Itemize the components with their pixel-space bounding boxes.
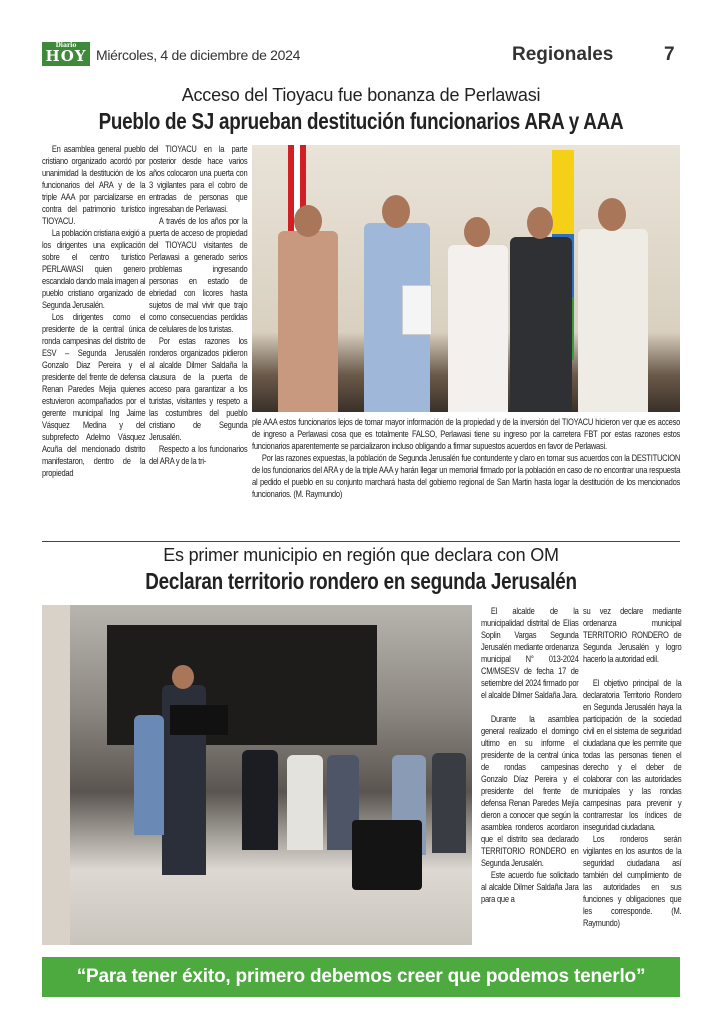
paragraph: Este acuerdo fue solicitado al alcalde Dilmer Saldaña Jara para que a xyxy=(481,870,579,904)
paragraph: Por las razones expuestas, la población de Segunda Jerusalén fue contundente y claro en tomar sus acuerdos con la DESTITUCION de los funcionarios del ARA y de la triple AAA y harán llegar un memorial firmado por la población en caso de no encontrar una respuesta al pedido el pueblo en su conjunto marchará hasta del gobiemo regional de San Martin hasta logar la destitución de los mencionados funcionarios. (M. Raymundo) xyxy=(252,453,681,499)
paragraph: A través de los años por la puerta de acceso de propiedad del TIOYACU visitantes de Perlawasi a generado serios problemas ingresando personas en estado de ebriedad con licores hasta sujetos de mal vivir que trajo como consecuencias perdidas de celulares de los turistas. xyxy=(149,216,248,334)
paragraph: En asamblea general pueblo cristiano organizado acordó por unanimidad la destitución de los funcionarios del ARA y de la triple AAA por parcializarse en contra del patrimonio turístico TIOYACU. xyxy=(42,144,146,226)
paragraph: El alcalde de la municipalidad distrital de Elías Soplin Vargas Segunda Jerusalén mediante ordenanza municipal N° 013-2024 CM/MSESV de fecha 17 de setiembre del 2024 firmado por el alcalde Dilmer Saldaña Jara. xyxy=(481,606,579,700)
column-pillar xyxy=(42,605,70,945)
paragraph: La población cristiana exigió a los dirigentes una explicación sobre el centro turístico PERLAWASI quien genero escandalo dando mala imagen al pueblo cristiano organizado de Segunda Jerusalén. xyxy=(42,228,146,310)
section-divider xyxy=(42,541,680,542)
paragraph: Los ronderos serán vigilantes en los asuntos de la seguridad ciudadana así también del cumplimiento de las autoridades en sus funciones y obligaciones que les corresponde. (M. Raymundo) xyxy=(583,834,682,928)
article2-photo-assembly xyxy=(42,605,472,945)
logo-small-text: Diario xyxy=(55,42,77,49)
paragraph: ple AAA estos funcionarios lejos de tomar mayor información de la propiedad y de la inversión del TIOYACU hicieron ver que es acceso de ingreso a Perlawasi cosa que es totalmente FALSO, Perlawasi tiene su ingreso por la carretera FBT por estas razones estos funcionarios aparentemente se parcializaron incluso obligando a firmar supuestos acuerdos en favor de Perlawasi. xyxy=(252,417,681,451)
paragraph: El objetivo principal de la declaratoria Territorio Rondero en Segunda Jerusalén haya la participación de la sociedad civil en el sistema de seguridad ciudadana que les permite que todas las personas tienen el derecho y el deber de colaborar con las autoridades municipales y las rondas campesinas para prevenir y contrarrestar los índices de inseguridad ciudadana. xyxy=(583,678,682,832)
section-name: Regionales xyxy=(512,44,614,65)
page-number: 7 xyxy=(664,44,675,65)
article1-kicker: Acceso del Tioyacu fue bonanza de Perlawasi xyxy=(181,85,541,105)
paragraph: Respecto a los funcionarios del ARA y de la tri- xyxy=(149,444,248,466)
article1-column-2 xyxy=(149,143,247,467)
music-stand xyxy=(170,705,228,735)
article1-wide-text xyxy=(252,416,680,500)
article1-photo-officials xyxy=(252,145,680,412)
paragraph: Durante la asamblea general realizado el domingo ultimo en su informe el presidente de la central única de rondas campesinas Gonzalo Díaz Pereira y el presidente del frente de defensa Renan Paredes Mejía dieron a conocer que según la asamblea ronderos acordaron que el distrito sea declarado TERRITORIO RONDERO en Segunda Jerusalén. xyxy=(481,714,579,868)
article2-headline: Declaran territorio rondero en segunda Jerusalén xyxy=(145,568,577,594)
speaker xyxy=(352,820,422,890)
issue-date: Miércoles, 4 de diciembre de 2024 xyxy=(96,47,301,63)
quote-banner: “Para tener éxito, primero debemos creer que podemos tenerlo” xyxy=(42,957,680,997)
diario-hoy-logo xyxy=(42,42,90,66)
article2-kicker: Es primer municipio en región que declara con OM xyxy=(163,545,559,565)
article2-column-1 xyxy=(481,605,579,905)
paragraph: del TIOYACU en la parte posterior desde hace varios años colocaron una puerta con 3 vigilantes para el cobro de entradas de personas que ingresaban de Perlawasi. xyxy=(149,144,248,214)
article2-column-2 xyxy=(583,605,681,929)
article1-headline: Pueblo de SJ aprueban destitución funcionarios ARA y AAA xyxy=(98,108,624,134)
article1-column-1 xyxy=(42,143,145,479)
paragraph: Los dirigentes como el presidente de la central única ronda campesinas del distrito de ESV – Segunda Jerusalén Gonzalo Diaz Pereira y el presidente del frente de defensa Renan Paredes Mejia quienes estuvieron acompañados por el gerente municipal Ing Jaime Vásquez Medina y del subprefecto Adelmo Vásquez Acuña del mencionado distrito manifestaron, dentro de la propiedad xyxy=(42,312,146,478)
paragraph: Por estas razones los ronderos organizados pidieron al alcalde Dilmer Saldaña la clausura de la puerta de acceso para garantizar a los turistas, visitantes y respeto a las costumbres del pueblo cristiano de Segunda Jerusalén. xyxy=(149,336,248,442)
document-held xyxy=(402,285,432,335)
paragraph: su vez declare mediante ordenanza municipal TERRITORIO RONDERO de Segunda Jerusalén y logro hacerlo la autoridad edil. xyxy=(583,606,682,664)
logo-big-text: HOY xyxy=(45,47,87,65)
